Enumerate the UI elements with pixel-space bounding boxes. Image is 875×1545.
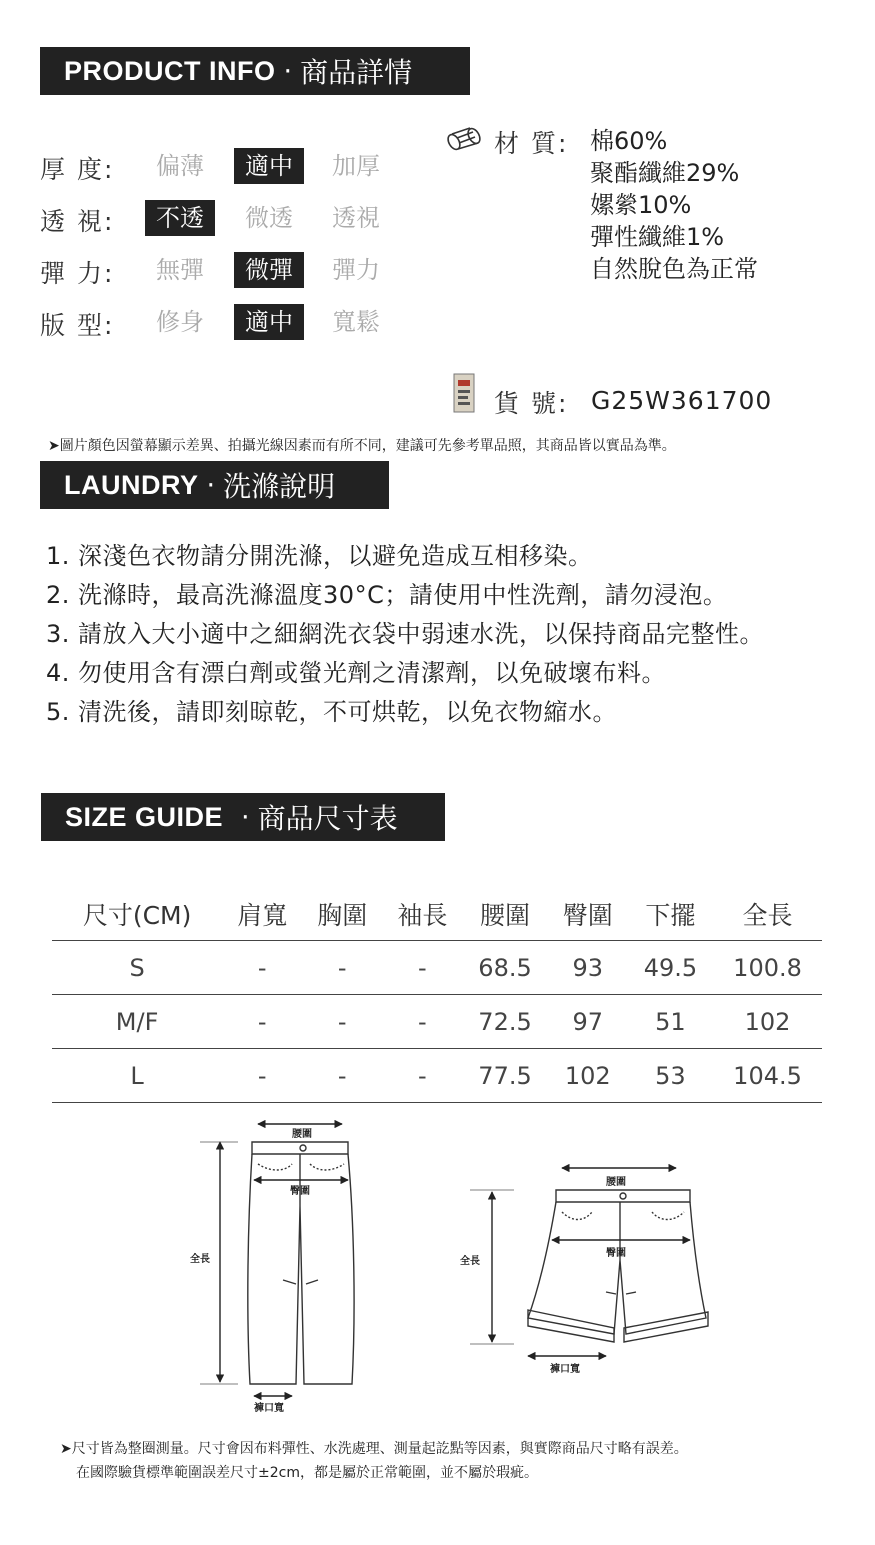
tag-icon xyxy=(452,372,478,414)
table-row xyxy=(52,1049,822,1103)
size-column-header: 袖長 xyxy=(382,888,462,941)
size-column-header: 下擺 xyxy=(628,888,713,941)
size-cell: - xyxy=(382,995,462,1049)
diagram-label-length: 全長 xyxy=(190,1254,210,1265)
size-note-line1: ➤尺寸皆為整圈測量。尺寸會因布料彈性、水洗處理、測量起訖點等因素，與實際商品尺寸略有誤差。 xyxy=(60,1441,688,1457)
attribute-option: 寬鬆 xyxy=(332,308,380,336)
size-table xyxy=(52,888,822,1103)
size-cell: 97 xyxy=(548,995,628,1049)
size-column-header: 肩寬 xyxy=(222,888,302,941)
size-cell: - xyxy=(382,941,462,995)
size-cell: - xyxy=(302,941,382,995)
attribute-option: 加厚 xyxy=(332,152,380,180)
laundry-item: 3. 請放入大小適中之細網洗衣袋中弱速水洗，以保持商品完整性。 xyxy=(46,620,765,648)
material-line: 棉60% xyxy=(590,127,668,155)
material-label: 材 質: xyxy=(494,129,569,158)
size-column-header: 尺寸(CM) xyxy=(52,888,222,941)
attribute-label: 透 視: xyxy=(40,207,115,236)
table-row xyxy=(52,941,822,995)
attribute-option: 適中 xyxy=(234,148,304,184)
shorts-label-hem: 褲口寬 xyxy=(550,1364,580,1375)
size-cell: 93 xyxy=(548,941,628,995)
laundry-header xyxy=(40,461,389,509)
size-cell: 68.5 xyxy=(462,941,547,995)
laundry-title-en: LAUNDRY xyxy=(64,469,199,500)
header-separator: · xyxy=(241,801,250,833)
laundry-item: 4. 勿使用含有漂白劑或螢光劑之清潔劑，以免破壞布料。 xyxy=(46,659,667,687)
product-info-title-en: PRODUCT INFO xyxy=(64,55,276,86)
attribute-option: 不透 xyxy=(145,200,215,236)
attribute-label: 彈 力: xyxy=(40,259,115,288)
attribute-option: 無彈 xyxy=(156,256,204,284)
shorts-diagram xyxy=(470,1168,708,1356)
size-cell: 72.5 xyxy=(462,995,547,1049)
size-column-header: 腰圍 xyxy=(462,888,547,941)
attribute-label: 厚 度: xyxy=(40,155,115,184)
shorts-label-waist: 腰圍 xyxy=(606,1177,626,1188)
size-cell: 102 xyxy=(713,995,822,1049)
attribute-option: 微彈 xyxy=(234,252,304,288)
size-guide-title-en: SIZE GUIDE xyxy=(65,801,224,832)
size-guide-header xyxy=(41,793,445,841)
laundry-item: 1. 深淺色衣物請分開洗滌，以避免造成互相移染。 xyxy=(46,542,593,570)
size-cell: S xyxy=(52,941,222,995)
size-cell: M/F xyxy=(52,995,222,1049)
size-table-header xyxy=(52,888,822,941)
size-cell: - xyxy=(222,1049,302,1103)
material-list xyxy=(590,125,758,285)
size-column-header: 全長 xyxy=(713,888,822,941)
size-diagram xyxy=(0,1110,875,1420)
item-no-label: 貨 號: xyxy=(494,389,569,418)
size-cell: 49.5 xyxy=(628,941,713,995)
material-line: 彈性纖維1% xyxy=(590,223,725,251)
header-separator: · xyxy=(283,55,293,87)
laundry-item: 5. 清洗後，請即刻晾乾，不可烘乾，以免衣物縮水。 xyxy=(46,698,618,726)
size-cell: L xyxy=(52,1049,222,1103)
attribute-option: 透視 xyxy=(332,204,380,232)
size-cell: - xyxy=(302,1049,382,1103)
laundry-item: 2. 洗滌時，最高洗滌溫度30°C；請使用中性洗劑，請勿浸泡。 xyxy=(46,581,728,609)
item-no-value: G25W361700 xyxy=(591,386,773,415)
long-pants-diagram xyxy=(200,1124,354,1396)
size-column-header: 胸圍 xyxy=(302,888,382,941)
shorts-label-length: 全長 xyxy=(460,1256,480,1267)
size-cell: 102 xyxy=(548,1049,628,1103)
shorts-label-hip: 臀圍 xyxy=(606,1248,626,1259)
size-cell: - xyxy=(222,995,302,1049)
table-row xyxy=(52,995,822,1049)
size-note-line2: 在國際驗貨標準範圍誤差尺寸±2cm，都是屬於正常範圍，並不屬於瑕疵。 xyxy=(76,1465,538,1481)
attribute-label: 版 型: xyxy=(40,311,115,340)
color-notice: ➤圖片顏色因螢幕顯示差異、拍攝光線因素而有所不同，建議可先參考單品照，其商品皆以實品為準。 xyxy=(48,438,676,454)
diagram-label-hem: 褲口寬 xyxy=(254,1403,284,1414)
product-info-title-zh: 商品詳情 xyxy=(300,56,413,89)
attribute-option: 修身 xyxy=(156,308,204,336)
size-cell: 51 xyxy=(628,995,713,1049)
diagram-label-hip: 臀圍 xyxy=(290,1186,310,1197)
size-cell: 100.8 xyxy=(713,941,822,995)
thread-icon xyxy=(446,126,486,152)
size-column-header: 臀圍 xyxy=(548,888,628,941)
header-separator: · xyxy=(206,469,216,501)
size-cell: - xyxy=(382,1049,462,1103)
material-line: 嫘縈10% xyxy=(590,191,692,219)
size-cell: - xyxy=(222,941,302,995)
size-cell: - xyxy=(302,995,382,1049)
attribute-option: 微透 xyxy=(245,204,293,232)
laundry-title-zh: 洗滌說明 xyxy=(223,470,336,503)
diagram-label-waist: 腰圍 xyxy=(292,1129,312,1140)
size-cell: 104.5 xyxy=(713,1049,822,1103)
product-info-header xyxy=(40,47,470,95)
size-guide-title-zh: 商品尺寸表 xyxy=(257,802,398,835)
attribute-option: 適中 xyxy=(234,304,304,340)
attribute-option: 偏薄 xyxy=(156,152,204,180)
material-line: 聚酯纖維29% xyxy=(590,159,740,187)
size-cell: 77.5 xyxy=(462,1049,547,1103)
size-cell: 53 xyxy=(628,1049,713,1103)
material-line: 自然脫色為正常 xyxy=(590,255,758,283)
attribute-option: 彈力 xyxy=(332,256,380,284)
